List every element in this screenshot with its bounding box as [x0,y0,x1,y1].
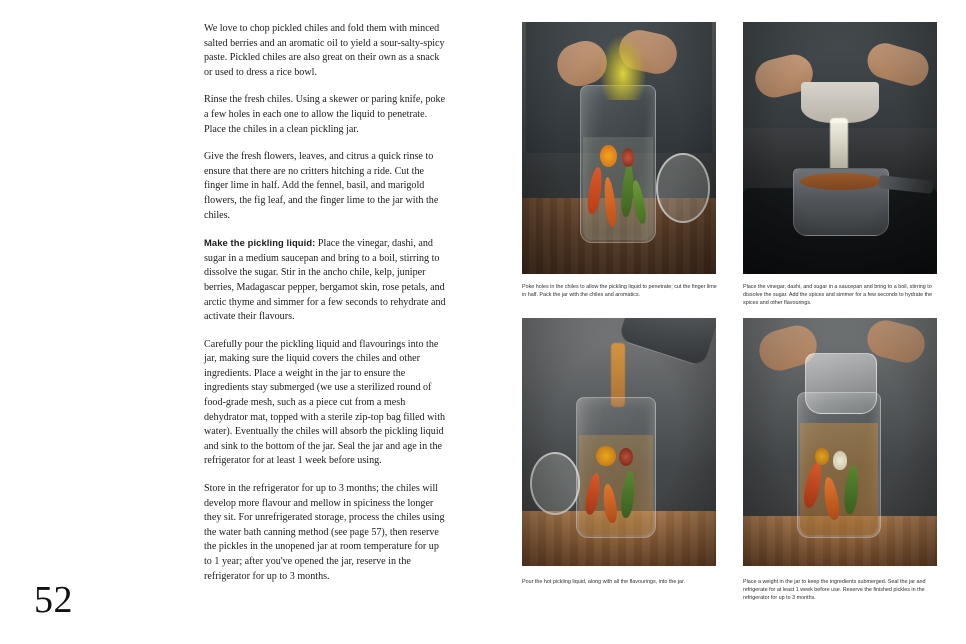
page-number: 52 [34,579,73,621]
photo-3-caption: Pour the hot pickling liquid, along with all the flavourings, into the jar. [522,579,686,585]
paragraph-2-text: Rinse the fresh chiles. Using a skewer or paring knife, poke a few holes in each one to allow the liquid to penetrate. Place the chiles in a clean pickling jar. [204,94,446,135]
paragraph-5-text: Carefully pour the pickling liquid and flavourings into the jar, making sure the liquid covers the chiles and other ingredients. Place a weight in the jar to ensure the ingredients stay submerged (we use a sterilized round of food-grade mesh, such as a piece cut from a mesh dehydrator mat, topped with a sterile zip-top bag filled with water). Eventually the chiles will absorb the pickling liquid and sink to the bottom of the jar. Seal the jar and age in the refrigerator for at least 1 week before using. [204,338,446,467]
saucepan-photo [743,22,937,274]
marigold-flower [600,145,616,167]
photo-2-caption: Place the vinegar, dashi, and sugar in a saucepan and bring to a boil, stirring to dissolve the sugar. Add the spices and simmer for a few seconds to hydrate the spices and other flavourings. [743,284,933,307]
paragraph-4-text: Place the vinegar, dashi, and sugar in a medium saucepan and bring to a boil, stirring to dissolve the sugar. Stir in the ancho chile, kelp, juniper berries, Madagascar pepper, bergamot skin, rose petals, and arctic thyme and simmer for a few seconds to rehydrate and activate their flavours. [204,238,446,323]
poke-holes-photo [522,22,716,274]
photo-3-scene [522,318,716,566]
jar-lid [656,153,710,223]
paragraph-4-lead: Make the pickling liquid: [204,237,316,249]
garlic-clove [833,451,848,470]
paragraph-6-text: Store in the refrigerator for up to 3 months; the chiles will develop more flavour and mellow in spiciness the longer they sit. For unrefrigerated storage, process the chiles using the water bath canning method (see page 57), then reserve the pickles in the unopened jar at room temperature for up to 1 year; after you've opened the jar, reserve in the refrigerator for up to 3 months. [204,483,445,582]
photo-4-scene [743,318,937,566]
photo-2-scene [743,22,937,274]
photo-1-caption: Poke holes in the chiles to allow the pickling liquid to penetrate; cut the finger lime in half. Pack the jar with the chiles and aromatics. [522,284,717,299]
pickling-liquid [800,173,882,190]
pickling-jar [580,85,656,243]
fennel-flowers [600,35,647,101]
weight-jar-photo [743,318,937,566]
paragraph-2 [204,93,446,137]
paragraph-3-text: Give the fresh flowers, leaves, and citrus a quick rinse to ensure that there are no critters hitching a ride. Cut the finger lime in half. Add the fennel, basil, and marigold flowers, the fig leaf, and the finger lime to the jar with the chiles. [204,151,439,221]
paragraph-1-text: We love to chop pickled chiles and fold them with minced salted berries and an aromatic oil to yield a sour-salty-spicy paste. Pickled chiles are also great on their own as a snack or used to dress a rice bowl. [204,23,445,78]
saucepan [793,168,888,236]
paragraph-6 [204,482,446,584]
pickling-jar [576,397,656,538]
sugar-bowl [801,82,879,122]
recipe-body-text [204,22,446,584]
photo-1-scene [522,22,716,274]
pour-liquid-photo [522,318,716,566]
paragraph-1 [204,22,446,80]
paragraph-3 [204,150,446,223]
pickling-jar [797,392,880,538]
paragraph-4 [204,236,446,325]
photo-4-caption: Place a weight in the jar to keep the ingredients submerged. Seal the jar and refrigerate for at least 1 week before use. Reserve the finished pickles in the refrigerator for up to 3 months. [743,579,926,602]
paragraph-5 [204,338,446,469]
